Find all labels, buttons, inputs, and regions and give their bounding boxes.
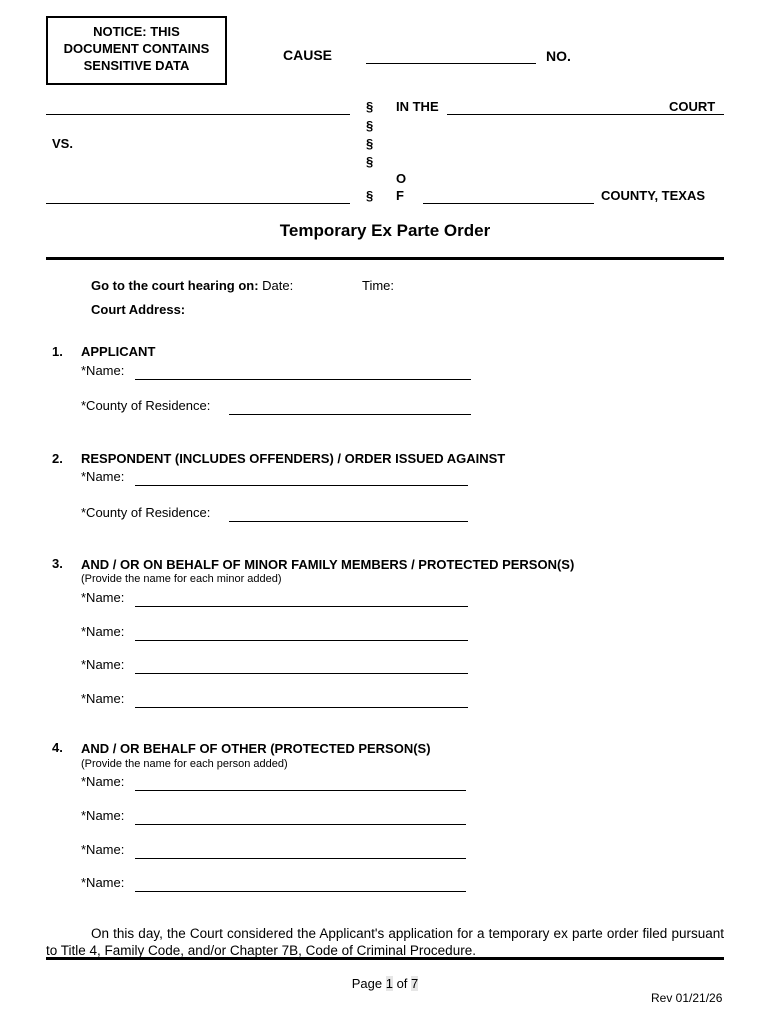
section-2-number: 2.	[52, 451, 63, 466]
petitioner-name-line[interactable]	[46, 114, 350, 115]
section-1-heading: APPLICANT	[81, 344, 156, 359]
respondent-county-field[interactable]	[229, 521, 468, 522]
section-3-number: 3.	[52, 556, 63, 571]
page-indicator	[0, 976, 770, 991]
section-3-heading: AND / OR ON BEHALF OF MINOR FAMILY MEMBERS / PROTECTED PERSON(S)	[81, 557, 575, 572]
county-texas-label: COUNTY, TEXAS	[601, 188, 706, 203]
respondent-county-label: *County of Residence:	[81, 505, 211, 520]
revision-date: Rev 01/21/26	[651, 991, 723, 1005]
notice-line-3: SENSITIVE DATA	[83, 58, 190, 73]
hearing-date-label: Date:	[262, 278, 294, 293]
minor-name-field[interactable]	[135, 640, 468, 641]
minor-name-field[interactable]	[135, 707, 468, 708]
section-symbol: §	[366, 188, 374, 203]
protected-person-name-field[interactable]	[135, 790, 466, 791]
title-divider	[46, 257, 724, 260]
page-total: 7	[411, 976, 419, 991]
section-4-number: 4.	[52, 740, 63, 755]
of-word: of	[396, 976, 408, 991]
county-name-line[interactable]	[423, 203, 594, 204]
protected-person-name-field[interactable]	[135, 891, 466, 892]
cause-label: CAUSE	[283, 47, 333, 63]
section-symbol: §	[366, 154, 374, 169]
section-4-heading: AND / OR BEHALF OF OTHER (PROTECTED PERSON(S)	[81, 741, 431, 756]
protected-person-name-label: *Name:	[81, 774, 125, 789]
minor-name-label: *Name:	[81, 624, 125, 639]
sensitive-data-notice	[46, 16, 227, 85]
protected-person-name-label: *Name:	[81, 808, 125, 823]
page-number: 1	[385, 976, 393, 991]
respondent-name-label: *Name:	[81, 469, 125, 484]
applicant-name-label: *Name:	[81, 363, 125, 378]
section-symbol: §	[366, 99, 374, 114]
cause-number-line[interactable]	[366, 63, 536, 64]
protected-person-name-label: *Name:	[81, 875, 125, 890]
document-title: Temporary Ex Parte Order	[279, 221, 491, 240]
in-the-label: IN THE	[396, 99, 439, 114]
minor-name-field[interactable]	[135, 673, 468, 674]
minor-name-label: *Name:	[81, 590, 125, 605]
minor-name-label: *Name:	[81, 657, 125, 672]
of-label-o: O	[396, 171, 407, 186]
section-symbol: §	[366, 136, 374, 151]
order-paragraph-text: On this day, the Court considered the Applicant's application for a temporary ex parte order filed pursuant to Title 4, Family Code, and/or Chapter 7B, Code of Criminal Procedure.	[46, 926, 724, 958]
section-1-number: 1.	[52, 344, 63, 359]
notice-line-1: NOTICE: THIS	[93, 24, 180, 39]
court-address-label: Court Address:	[91, 302, 186, 317]
section-3-note: (Provide the name for each minor added)	[81, 573, 282, 585]
page-word: Page	[351, 976, 383, 991]
applicant-county-field[interactable]	[229, 414, 471, 415]
respondent-name-line[interactable]	[46, 203, 350, 204]
applicant-county-label: *County of Residence:	[81, 398, 211, 413]
vs-label: VS.	[52, 136, 73, 151]
order-paragraph	[46, 925, 724, 959]
minor-name-field[interactable]	[135, 606, 468, 607]
of-label-f: F	[396, 188, 404, 203]
protected-person-name-label: *Name:	[81, 842, 125, 857]
court-name-line[interactable]	[447, 114, 724, 115]
section-symbol: §	[366, 118, 374, 133]
protected-person-name-field[interactable]	[135, 824, 466, 825]
court-label: COURT	[669, 99, 716, 114]
hearing-time-label: Time:	[362, 278, 395, 293]
section-4-note: (Provide the name for each person added)	[81, 758, 288, 770]
minor-name-label: *Name:	[81, 691, 125, 706]
respondent-name-field[interactable]	[135, 485, 468, 486]
section-2-heading: RESPONDENT (INCLUDES OFFENDERS) / ORDER ISSUED AGAINST	[81, 451, 506, 466]
protected-person-name-field[interactable]	[135, 858, 466, 859]
hearing-label: Go to the court hearing on:	[91, 278, 259, 293]
notice-line-2: DOCUMENT CONTAINS	[63, 41, 210, 56]
hearing-row	[91, 278, 293, 293]
cause-no-label: NO.	[546, 48, 571, 64]
applicant-name-field[interactable]	[135, 379, 471, 380]
footer-divider	[46, 957, 724, 960]
